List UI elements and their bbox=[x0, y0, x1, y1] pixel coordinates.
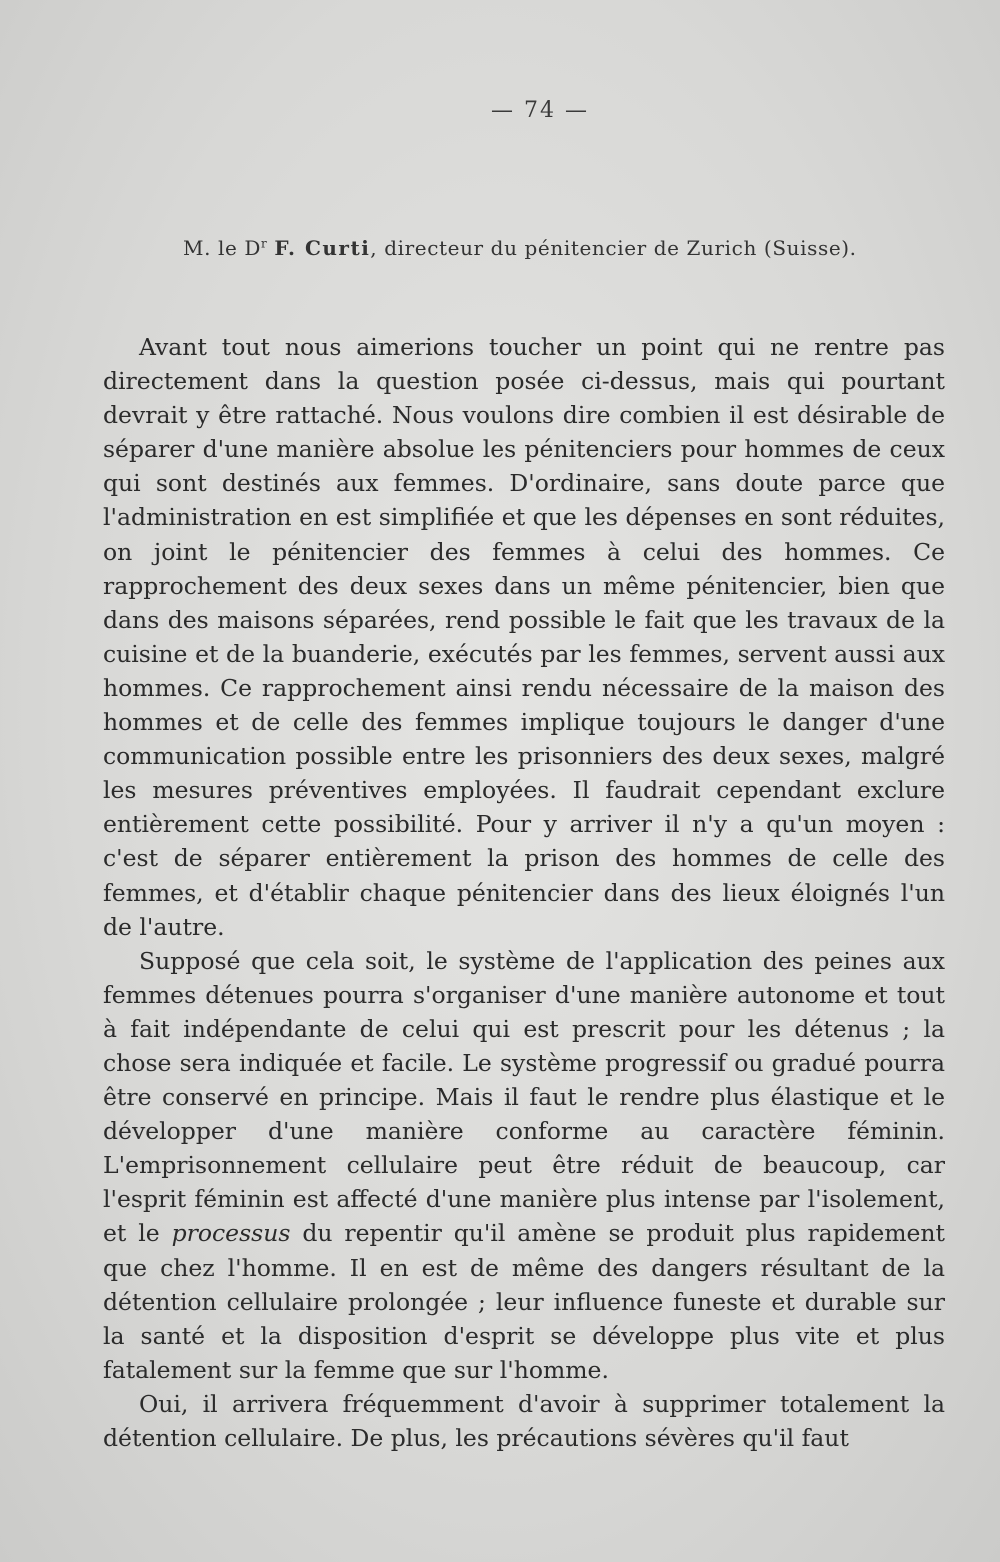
heading-prefix: M. le D bbox=[183, 236, 262, 260]
section-heading bbox=[183, 236, 943, 260]
paragraph-1: Avant tout nous aimerions toucher un point qui ne rentre pas directement dans la question posée ci-dessus, mais qui pourtant devrait y être rattaché. Nous voulons dire combien il est désirable de séparer d'une manière absolue les pénitenciers pour hommes de ceux qui sont destinés aux femmes. D'ordinaire, sans doute parce que l'administration en est simplifiée et que les dépenses en sont réduites, on joint le pénitencier des femmes à celui des hommes. Ce rapprochement des deux sexes dans un même pénitencier, bien que dans des maisons séparées, rend possible le fait que les travaux de la cuisine et de la buanderie, exécutés par les femmes, servent aussi aux hommes. Ce rapprochement ainsi rendu nécessaire de la maison des hommes et de celle des femmes implique toujours le danger d'une communication possible entre les prisonniers des deux sexes, malgré les mesures préventives employées. Il faudrait cependant exclure entièrement cette possibilité. Pour y arriver il n'y a qu'un moyen : c'est de séparer entièrement la prison des hommes de celle des femmes, et d'établir chaque pénitencier dans des lieux éloignés l'un de l'autre. bbox=[103, 333, 945, 941]
paragraph-2-part-1: Supposé que cela soit, le système de l'application des peines aux femmes détenues pourra s'organiser d'une manière autonome et tout à fait indépendante de celui qui est prescrit pour les détenus ; la chose sera indiquée et facile. Le système progressif ou gradué pourra être conservé en principe. Mais il faut le rendre plus élastique et le développer d'une manière conforme au caractère féminin. L'emprisonnement cellulaire peut être réduit de beaucoup, car l'esprit féminin est affecté d'une manière plus intense par l'isolement, et le bbox=[103, 946, 945, 1248]
author-name: F. Curti bbox=[274, 236, 371, 260]
paragraph-2 bbox=[103, 944, 945, 1387]
paragraph-2-part-2: du repentir qu'il amène se produit plus rapidement que chez l'homme. Il en est de même des dangers résultant de la détention cellulaire prolongée ; leur influence funeste et durable sur la santé et la disposition d'esprit se développe plus vite et plus fatalement sur la femme que sur l'homme. bbox=[103, 1219, 945, 1384]
paragraph-3: Oui, il arrivera fréquemment d'avoir à supprimer totalement la détention cellulaire. De plus, les précautions sévères qu'il faut bbox=[103, 1389, 945, 1452]
body-text bbox=[103, 330, 945, 1455]
italic-term: processus bbox=[171, 1219, 291, 1248]
page-number: — 74 — bbox=[491, 98, 589, 123]
heading-suffix: , directeur du pénitencier de Zurich (Suisse). bbox=[370, 236, 857, 260]
heading-sup: r bbox=[261, 236, 268, 251]
